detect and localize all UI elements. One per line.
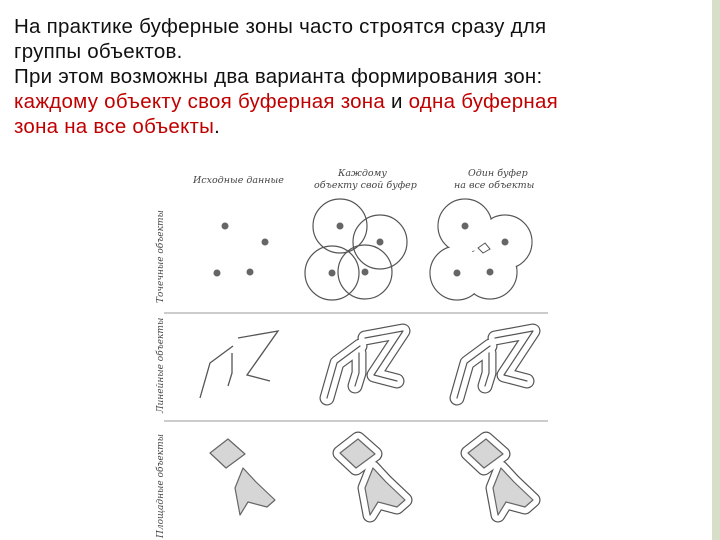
col-head-one-2: на все объекты — [454, 180, 535, 191]
source-points — [214, 223, 269, 277]
intro-line-4 — [14, 89, 694, 114]
final-period: . — [214, 115, 221, 138]
variant-one-buffer-part1: одна буферная — [408, 90, 558, 113]
row-head-points: Точечные объекты — [156, 210, 166, 303]
intro-line-3: При этом возможны два варианта формирования зон: — [14, 65, 543, 88]
merged-polygon-buffer — [468, 439, 533, 515]
intro-line-5 — [14, 114, 694, 139]
each-line-buffers — [327, 331, 403, 398]
source-polygons — [210, 439, 275, 515]
intro-line-1: На практике буферные зоны часто строятся сразу для — [14, 15, 547, 38]
source-lines — [200, 331, 278, 398]
side-stripe — [712, 0, 720, 540]
col-head-each-2: объекту свой буфер — [314, 180, 417, 191]
conjunction: и — [385, 90, 409, 113]
buffer-zones-figure — [150, 163, 548, 540]
intro-line-2: группы объектов. — [14, 40, 183, 63]
variant-each-object: каждому объекту своя буферная зона — [14, 90, 386, 113]
col-head-one-1: Один буфер — [468, 168, 528, 179]
figure-svg — [150, 163, 548, 540]
each-point-buffers — [305, 199, 407, 300]
col-head-source: Исходные данные — [193, 175, 284, 186]
intro-text — [14, 14, 694, 139]
variant-one-buffer-part2: зона на все объекты — [14, 115, 215, 138]
col-head-each-1: Каждому — [338, 168, 387, 179]
merged-point-buffer — [430, 199, 532, 300]
merged-line-buffer — [457, 331, 533, 398]
each-polygon-buffers — [340, 439, 405, 515]
row-head-areas: Площадные объекты — [156, 434, 166, 538]
row-head-lines: Линейные объекты — [156, 317, 166, 413]
